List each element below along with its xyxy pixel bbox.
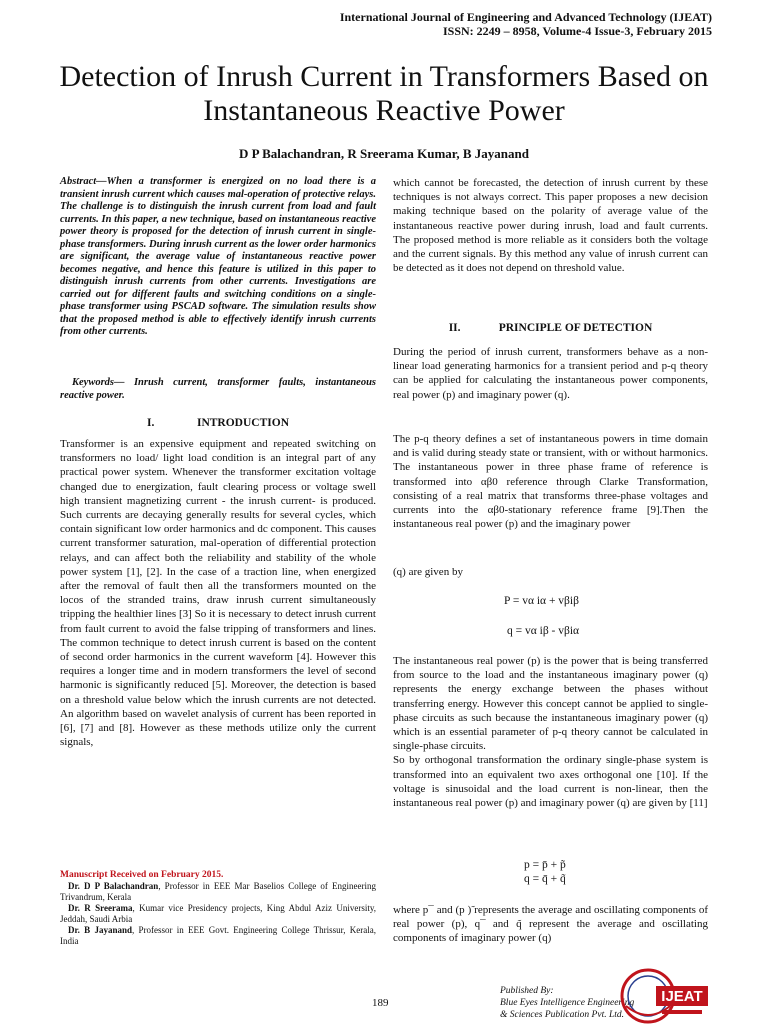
paragraph: (q) are given by xyxy=(393,566,463,578)
manuscript-received: Manuscript Received on February 2015. xyxy=(60,870,224,880)
paragraph-text: The instantaneous real power (p) is the power that is being transferred from source to the load and the instantaneous imaginary power (q) represents the energy exchange between the phases without transferring energy. However this concept cannot be applied to single-phase circuits as such because the instantaneous imaginary power (q) which is an essential parameter of p-q theory cannot be calculated in single-phase circuits. xyxy=(393,655,708,753)
publisher-name-line1: Blue Eyes Intelligence Engineering xyxy=(500,998,635,1008)
section-number: I. xyxy=(146,417,155,429)
footnotes xyxy=(60,870,376,947)
equation-decomposition xyxy=(524,858,566,886)
author-affiliation: , Professor in EEE Govt. Engineering College Thrissur, Kerala, India xyxy=(60,925,376,946)
journal-issn: ISSN: 2249 – 8958, Volume-4 Issue-3, February 2015 xyxy=(442,24,712,38)
paragraph: During the period of inrush current, transformers behave as a non-linear load generating harmonics for a transient period and p-q theory can be applied for calculating the instantaneous power components, real power (p) and imaginary power (q). xyxy=(393,346,708,401)
footnote-author-1 xyxy=(60,881,376,903)
section-number: II. xyxy=(448,322,461,334)
abstract: Abstract—When a transformer is energized on no load there is a transient inrush current which causes mal-operation of protective relays. The challenge is to distinguish the inrush current from load and fault currents. In this paper, a new technique, based on instantaneous reactive power theory is proposed for the detection of inrush current in single-phase transformers. During inrush current as the lower order harmonics are significant, the average value of instantaneous reactive power becomes negative, and hence this feature is utilized in this paper to distinguish inrush currents from other currents. Investigations are carried out for different faults and switching conditions on a single-phase transformer using PSCAD software. The simulation results show that the proposed method is able to effectively identify inrush currents from other currents. xyxy=(60,176,376,337)
introduction-body: Transformer is an expensive equipment and repeated switching on transformers no load/ light load condition is an integral part of any practical power system. Whenever the transformer excitation voltage changed due to energization, fault clearing process or voltage swell high transient magnetizing current - the inrush current- is produced. Such currents are decaying generally results for several cycles, which contain significant low order harmonics and dc component. This causes current transformer saturation, mal-operation of differential protection relays, and can affect both the reliability and stability of the whole power system [1], [2]. In the case of a traction line, when energized after the removal of fault then all the transformers mounted on the locos of the stranded trains, draw inrush current simultaneously tripping the healthier lines [3] So it is necessary to detect inrush current from fault current to avoid the false tripping of transformers and lines. The common technique to detect inrush current is based on the content of second order harmonics in the current waveform [4]. However this requires a longer time and in modern transformers the level of second harmonic is significantly reduced [5]. Moreover, the detection is based on a threshold value below which the inrush currents are not detected. An algorithm based on wavelet analysis of current has been reported in [6], [7] and [8]. However as these methods utilize only the current signals, xyxy=(60,438,376,749)
author-name: Dr. D P Balachandran xyxy=(68,881,159,891)
paragraph xyxy=(393,654,708,810)
section-heading-principle xyxy=(393,322,708,334)
keywords: Keywords— Inrush current, transformer faults, instantaneous reactive power. xyxy=(60,377,376,401)
section-title: PRINCIPLE OF DETECTION xyxy=(498,322,653,334)
paragraph: where p¯ and (p )̃ represents the average and oscillating components of real power (p), q¯ and q̃ represent the average and oscillating components of imaginary power (q) xyxy=(393,904,708,945)
author-name: Dr. R Sreerama xyxy=(68,903,133,913)
publisher-name-line2: & Sciences Publication Pvt. Ltd. xyxy=(500,1010,625,1020)
paragraph: The p-q theory defines a set of instantaneous powers in time domain and is valid during steady state or transient, with or without harmonics. The instantaneous power in three phase frame of reference is transformed into αβ0 reference through Clarke Transformation, consisting of a real matrix that transforms three-phase voltages and currents into the αβ0-stationary reference frame [9].Then the instantaneous real power (p) and the imaginary power xyxy=(393,433,708,531)
journal-name: International Journal of Engineering and Advanced Technology (IJEAT) xyxy=(339,10,712,24)
ijeat-logo-icon xyxy=(618,966,712,1024)
footnote-author-2 xyxy=(60,903,376,925)
section-title: INTRODUCTION xyxy=(196,417,289,429)
paper-title: Detection of Inrush Current in Transformers Based on Instantaneous Reactive Power xyxy=(59,60,709,127)
equation-p: P = vα iα + vβiβ xyxy=(504,595,579,607)
paragraph-text: So by orthogonal transformation the ordinary single-phase system is transformed into an equivalent two axes orthogonal one [10]. If the voltage is sinusoidal and the load current is non-linear, then the instantaneous real power (p) and imaginary power (q) are given by [11] xyxy=(393,754,708,810)
author-name: Dr. B Jayanand xyxy=(68,925,132,935)
page-number: 189 xyxy=(372,997,389,1009)
logo-text: IJEAT xyxy=(661,988,703,1005)
author-affiliation: , Professor in EEE Mar Baselios College of Engineering Trivandrum, Kerala xyxy=(60,881,376,902)
equation-p-decomposition: p = p̄ + p̃ xyxy=(524,859,566,871)
section-heading-introduction xyxy=(60,417,376,429)
footnote-author-3 xyxy=(60,925,376,947)
equation-q-decomposition: q = q̄ + q̃ xyxy=(524,873,566,885)
publisher-info xyxy=(500,985,634,1021)
equation-q: q = vα iβ - vβiα xyxy=(507,625,580,637)
published-by-label: Published By: xyxy=(500,986,554,996)
intro-continuation: which cannot be forecasted, the detection of inrush current by these techniques is not always correct. This paper proposes a new decision making technique based on the polarity of average value of the instantaneous reactive power during inrush, load and fault currents. The proposed method is more reliable as it considers both the voltage and the current signals. By this method any value of inrush current can be detected as it does not depend on threshold value. xyxy=(393,177,708,275)
paper-authors: D P Balachandran, R Sreerama Kumar, B Jayanand xyxy=(238,146,529,161)
author-affiliation: , Kumar vice Presidency projects, King Abdul Aziz University, Jeddah, Saudi Arbia xyxy=(60,903,376,924)
